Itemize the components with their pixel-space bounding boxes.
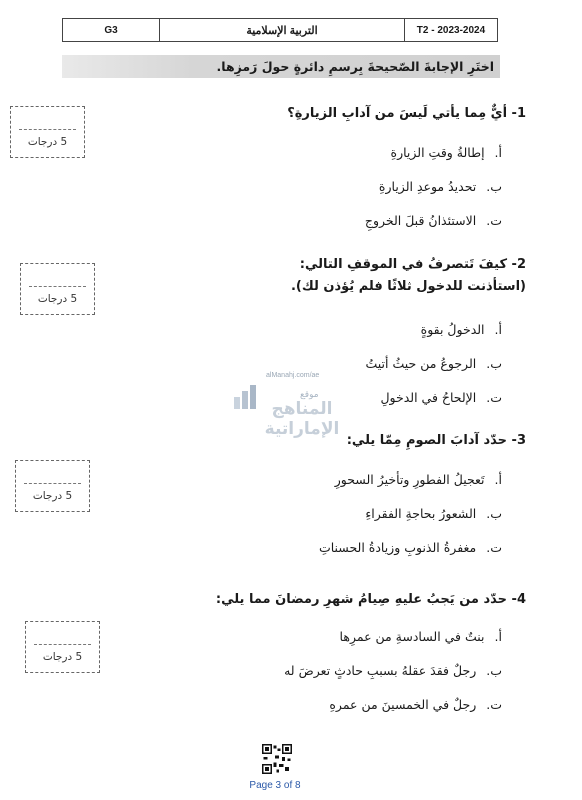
grade-box-1	[10, 106, 85, 158]
grade-label: 5 درجات	[42, 651, 83, 663]
option-letter: ب.	[486, 505, 502, 521]
option-letter: ب.	[486, 662, 502, 678]
watermark-sub: موقع	[300, 390, 319, 400]
option-letter: أ.	[494, 321, 502, 337]
option-4a[interactable]	[284, 619, 502, 653]
option-4c[interactable]	[284, 687, 502, 721]
header-table	[62, 18, 498, 42]
option-letter: أ.	[494, 144, 502, 160]
question-1	[287, 103, 526, 125]
grade-label: 5 درجات	[32, 490, 73, 502]
question-3	[347, 430, 526, 452]
option-text: رجلٌ فقدَ عقلهُ بسببِ حادثٍ تعرضَ له	[284, 662, 477, 678]
question-1-title: 1- أيٌّ مِما يأتي لَيسَ من آدابِ الزيارةِ؟	[287, 106, 526, 121]
option-letter: ت.	[486, 696, 502, 712]
option-text: بنتٌ في السادسةِ من عمرِها	[339, 628, 485, 644]
page-number: Page 3 of 8	[249, 780, 301, 791]
subject-cell: التربية الإسلامية	[160, 19, 405, 41]
grade-label: 5 درجات	[27, 136, 68, 148]
question-4-title: 4- حدّد من يَجبُ عليهِ صِيامُ شهرِ رمضانَ مما يلي:	[215, 592, 526, 607]
grade-box-3	[15, 460, 90, 512]
score-line	[19, 129, 76, 130]
option-1b[interactable]	[365, 169, 502, 203]
grade-box-2	[20, 263, 95, 315]
option-3a[interactable]	[319, 462, 502, 496]
question-2-subtitle: (استأذنت للدخول ثلاثًا فلم يُؤذن لك).	[290, 279, 526, 294]
score-line	[34, 644, 91, 645]
watermark-url: alManahj.com/ae	[266, 372, 320, 379]
term-cell: T2 - 2023-2024	[416, 24, 486, 36]
option-3b[interactable]	[319, 496, 502, 530]
option-letter: ت.	[486, 389, 502, 405]
option-text: رجلٌ في الخمسينَ من عمرهِ	[329, 696, 477, 712]
option-3c[interactable]	[319, 530, 502, 564]
option-text: إطالةُ وقتِ الزيارةِ	[390, 144, 485, 160]
score-line	[24, 483, 81, 484]
option-letter: ت.	[486, 539, 502, 555]
option-letter: أ.	[494, 628, 502, 644]
score-line	[29, 286, 86, 287]
option-letter: ب.	[486, 178, 502, 194]
option-1a[interactable]	[365, 135, 502, 169]
question-2-title: 2- كيفَ تَتصرفُ في الموقفِ التالي:	[299, 257, 526, 272]
question-1-options	[365, 135, 502, 237]
option-2c[interactable]	[366, 380, 502, 414]
option-text: الدخولُ بقوةٍ	[420, 321, 485, 337]
option-letter: ب.	[486, 355, 502, 371]
watermark-name: المناهج الإماراتية	[264, 399, 340, 439]
option-text: الاستئذانُ قبلَ الخروجِ	[364, 212, 477, 228]
option-letter: أ.	[494, 471, 502, 487]
option-4b[interactable]	[284, 653, 502, 687]
grade-cell: G3	[63, 19, 160, 41]
option-text: مغفرةُ الذنوبِ وزيادةُ الحسناتِ	[318, 539, 477, 555]
option-2a[interactable]	[366, 312, 502, 346]
grade-box-4	[25, 621, 100, 673]
qr-code-icon	[262, 744, 292, 774]
option-text: تَعجيلُ الفطورِ وتأخيرُ السحورِ	[334, 471, 485, 487]
grade-label: 5 درجات	[37, 293, 78, 305]
question-3-title: 3- حدّد آدابَ الصومِ مِمّا يلي:	[346, 433, 526, 448]
option-text: الشعورُ بحاجةِ الفقراءِ	[365, 505, 477, 521]
instruction-bar: اختَرِ الإجابةَ الصّحيحةَ بِرسمِ دائرةٍ حولَ رَمزِها.	[62, 55, 500, 78]
question-2-options	[366, 312, 502, 414]
option-text: الإلحاحُ في الدخولِ	[380, 389, 477, 405]
question-4-options	[284, 619, 502, 721]
question-2	[291, 254, 526, 298]
option-letter: ت.	[486, 212, 502, 228]
option-text: الرجوعُ من حيثُ أتيتُ	[365, 355, 477, 371]
option-2b[interactable]	[366, 346, 502, 380]
question-4	[216, 589, 526, 611]
option-1c[interactable]	[365, 203, 502, 237]
option-text: تحديدُ موعدِ الزيارةِ	[378, 178, 477, 194]
question-3-options	[319, 462, 502, 564]
